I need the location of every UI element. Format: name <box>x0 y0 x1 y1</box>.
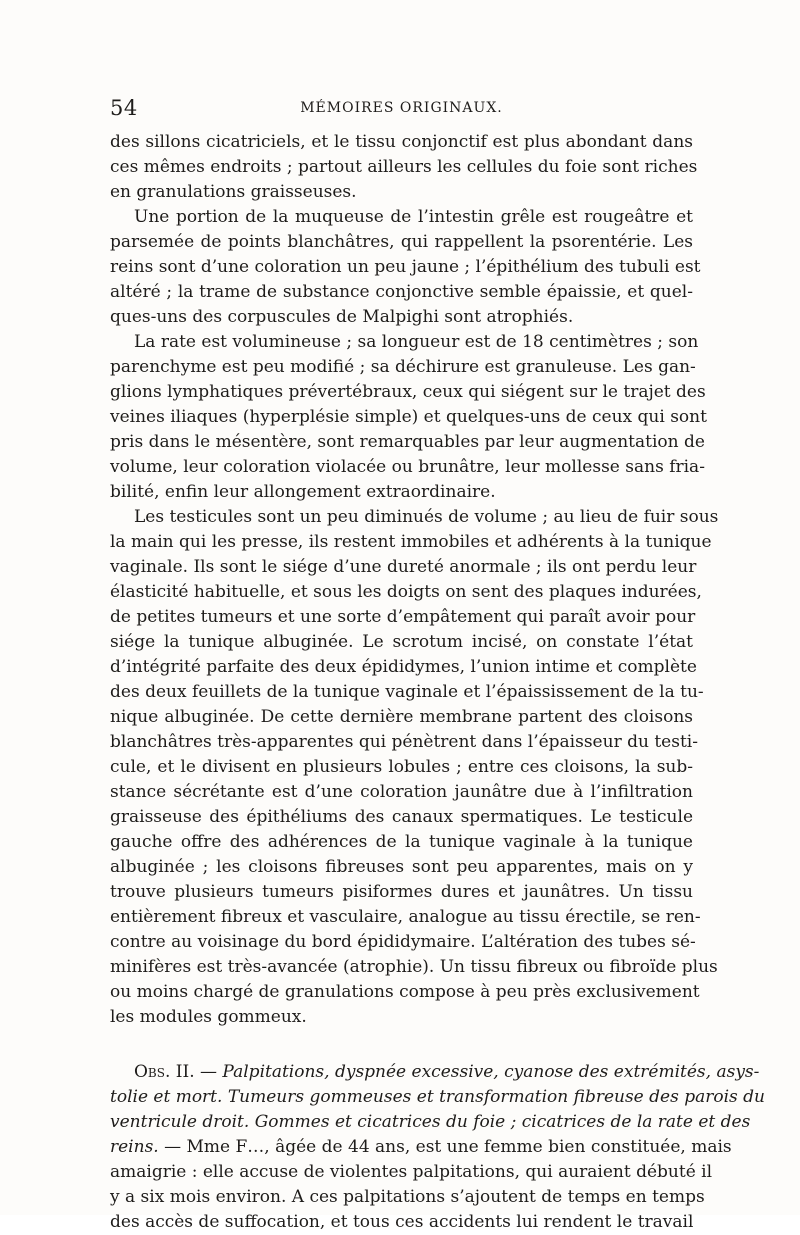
text-line: ou moins chargé de granulations compose à peu près exclusivement <box>110 982 700 1002</box>
text-line: contre au voisinage du bord épididymaire. L’altération des tubes sé- <box>110 932 696 952</box>
page-header <box>110 96 693 124</box>
text-line: minifères est très-avancée (atrophie). Un tissu fibreux ou fibroïde plus <box>110 957 718 977</box>
text-line: volume, leur coloration violacée ou brunâtre, leur mollesse sans fria- <box>110 457 705 477</box>
text-line: reins sont d’une coloration un peu jaune ; l’épithélium des tubuli est <box>110 257 701 277</box>
observation-heading-line <box>110 1135 732 1160</box>
observation-title-text: reins. <box>110 1137 159 1157</box>
observation-heading-line <box>110 1060 760 1085</box>
page-number: 54 <box>110 96 138 120</box>
text-line: d’intégrité parfaite des deux épididymes, l’union intime et complète <box>110 657 697 677</box>
text-line: blanchâtres très-apparentes qui pénètrent dans l’épaisseur du testi- <box>110 732 698 752</box>
observation-line: amaigrie : elle accuse de violentes palpitations, qui auraient débuté il <box>110 1162 713 1182</box>
running-title: MÉMOIRES ORIGINAUX. <box>300 100 503 116</box>
body-text <box>110 130 765 1235</box>
text-line: siége la tunique albuginée. Le scrotum incisé, on constate l’état <box>110 632 693 652</box>
paragraph-gap <box>110 1030 693 1060</box>
text-line: parenchyme est peu modifié ; sa déchirure est granuleuse. Les gan- <box>110 357 696 377</box>
text-line: stance sécrétante est d’une coloration jaunâtre due à l’infiltration <box>110 782 693 802</box>
text-line: des sillons cicatriciels, et le tissu conjonctif est plus abondant dans <box>110 132 693 152</box>
observation-text: — Mme F…, âgée de 44 ans, est une femme bien constituée, mais <box>164 1137 732 1157</box>
text-line: ques-uns des corpuscules de Malpighi sont atrophiés. <box>110 307 574 327</box>
text-line: gauche offre des adhérences de la tunique vaginale à la tunique <box>110 832 693 852</box>
observation-title-line: tolie et mort. Tumeurs gommeuses et transformation fibreuse des parois du <box>110 1087 765 1107</box>
observation-title-text: — Palpitations, dyspnée excessive, cyanose des extrémités, asys- <box>200 1062 760 1082</box>
observation-label: Obs. II. <box>134 1062 195 1082</box>
text-line: bilité, enfin leur allongement extraordinaire. <box>110 482 496 502</box>
text-line: élasticité habituelle, et sous les doigts on sent des plaques indurées, <box>110 582 702 602</box>
text-line: ces mêmes endroits ; partout ailleurs les cellules du foie sont riches <box>110 157 698 177</box>
text-line: les modules gommeux. <box>110 1007 307 1027</box>
text-line: la main qui les presse, ils restent immobiles et adhérents à la tunique <box>110 532 712 552</box>
observation-title-line: ventricule droit. Gommes et cicatrices du foie ; cicatrices de la rate et des <box>110 1112 751 1132</box>
text-line: veines iliaques (hyperplésie simple) et quelques-uns de ceux qui sont <box>110 407 707 427</box>
text-line: entièrement fibreux et vasculaire, analogue au tissu érectile, se ren- <box>110 907 701 927</box>
text-line: trouve plusieurs tumeurs pisiformes dures et jaunâtres. Un tissu <box>110 882 693 902</box>
text-line: Une portion de la muqueuse de l’intestin grêle est rougeâtre et <box>134 207 693 227</box>
text-line: cule, et le divisent en plusieurs lobules ; entre ces cloisons, la sub- <box>110 757 693 777</box>
text-line: albuginée ; les cloisons fibreuses sont peu apparentes, mais on y <box>110 857 693 877</box>
text-line: Les testicules sont un peu diminués de volume ; au lieu de fuir sous <box>134 507 719 527</box>
text-line: nique albuginée. De cette dernière membrane partent des cloisons <box>110 707 693 727</box>
text-line: vaginale. Ils sont le siége d’une dureté anormale ; ils ont perdu leur <box>110 557 697 577</box>
text-line: La rate est volumineuse ; sa longueur est de 18 centimètres ; son <box>134 332 699 352</box>
text-line: pris dans le mésentère, sont remarquables par leur augmentation de <box>110 432 705 452</box>
observation-line: des accès de suffocation, et tous ces accidents lui rendent le travail <box>110 1212 694 1232</box>
text-line: parsemée de points blanchâtres, qui rappellent la psorentérie. Les <box>110 232 693 252</box>
text-line: glions lymphatiques prévertébraux, ceux qui siégent sur le trajet des <box>110 382 706 402</box>
text-line: en granulations graisseuses. <box>110 182 357 202</box>
text-line: graisseuse des épithéliums des canaux spermatiques. Le testicule <box>110 807 693 827</box>
text-line: des deux feuillets de la tunique vaginale et l’épaississement de la tu- <box>110 682 704 702</box>
observation-line: y a six mois environ. A ces palpitations s’ajoutent de temps en temps <box>110 1187 705 1207</box>
text-line: altéré ; la trame de substance conjonctive semble épaissie, et quel- <box>110 282 693 302</box>
text-line: de petites tumeurs et une sorte d’empâtement qui paraît avoir pour <box>110 607 696 627</box>
